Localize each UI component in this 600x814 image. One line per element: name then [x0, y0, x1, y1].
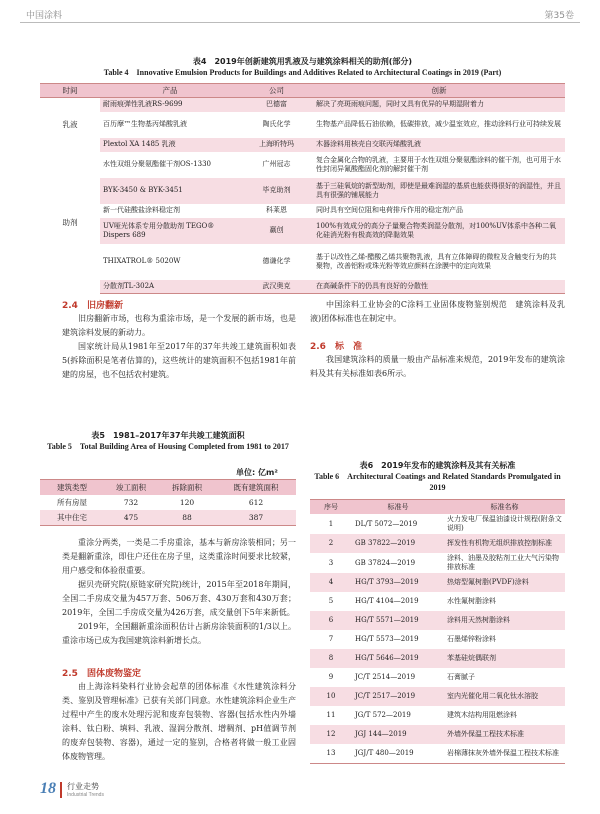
table-row: [310, 514, 565, 534]
table6-index: 12: [310, 725, 352, 744]
table6-name: 苯基硅烷偶联剂: [444, 649, 565, 668]
table5-title-en: Table 5 Total Building Area of Housing Completed from 1981 to 2017: [47, 442, 289, 451]
section-2-6-body: [310, 353, 565, 381]
table4-product: 新一代硅酸盐涂料稳定剂: [103, 206, 180, 214]
table4-note: 同时具有空间位阻和电荷排斥作用的稳定剂产品: [316, 206, 463, 214]
table6-header-cell: 标准号: [352, 500, 444, 515]
table6-index: 10: [310, 687, 352, 706]
page-number: 18: [40, 780, 56, 797]
table4-product: 分散剂TL-302A: [100, 280, 240, 294]
table5-caption: [40, 430, 296, 452]
table4-product: THIXATROL® 5020W: [103, 257, 181, 265]
table6-code: HG/T 5646—2019: [352, 649, 444, 668]
section-2-6-title: 2.6 标 准: [310, 342, 362, 352]
table6-code: HG/T 5571—2019: [352, 611, 444, 630]
table6-index: 8: [310, 649, 352, 668]
table6-name: 涂料、油墨及胶粘剂工业大气污染物排放标准: [447, 554, 559, 571]
table6-name: 水性氟树脂涂料: [447, 597, 496, 605]
table5-cell: 612: [248, 498, 264, 507]
table6-caption: [310, 460, 565, 493]
table-row: [310, 706, 565, 725]
table-row: [310, 592, 565, 611]
table4-group-label: 乳液: [40, 98, 100, 152]
table4-note: 100%有效成分的高分子量聚合物类润湿分散剂，对100%UV体系中各种二氧化硅消光粉有极高效的降黏效果: [313, 218, 565, 244]
table-row: [40, 204, 565, 218]
table4-header-cell: 产品: [100, 84, 240, 98]
section-2-4-body: [62, 312, 296, 382]
table6-index: 13: [310, 744, 352, 764]
table6-header-row: [310, 500, 565, 515]
table6-code: GB 37824—2019: [355, 558, 416, 567]
table-row: [310, 687, 565, 706]
table6-index: 3: [328, 558, 334, 567]
table4-note: 复合金属化合物的乳液，主要用于水性双组分聚氨酯涂料的催干剂，也可用于水性封闭异氰酸酯固化剂的解封催干剂: [316, 155, 561, 173]
table6-index: 1: [328, 519, 334, 528]
table6-header-cell: 标准名称: [444, 500, 565, 515]
running-header: [20, 6, 580, 23]
paragraph: 国家统计局从1981年至2017年的37年共竣工建筑面积如表5(拆除面积是笔者估算的)，这些统计的建筑面积不包括1981年前建的房屋，也不包括农村建筑。: [62, 342, 296, 379]
table5-header-row: [40, 480, 296, 496]
table-row: [310, 611, 565, 630]
table-row: [310, 668, 565, 687]
table4-header-cell: 时间: [40, 84, 100, 98]
table-row: [310, 630, 565, 649]
table4-company: 赢创: [240, 218, 313, 244]
table5: [40, 479, 296, 526]
table5-cell: 所有房屋: [57, 498, 87, 507]
table4-note: 生物基产品降低石油依赖，低碳排放，减少温室效应，推动涂料行业可持续发展: [316, 120, 561, 128]
table6-name: 涂料用天然树脂涂料: [444, 611, 565, 630]
table4-product: 耐雨痕弹性乳液RS-9699: [100, 98, 240, 112]
table6-title-en: Table 6 Architectural Coatings and Related Standards Promulgated in 2019: [314, 472, 561, 492]
table6-code: HG/T 5573—2019: [355, 635, 419, 643]
table6-index: 2: [310, 534, 352, 553]
table4-caption: [40, 56, 565, 78]
table6-index: 7: [328, 635, 334, 643]
table4: [40, 83, 565, 294]
table-row: [310, 744, 565, 764]
table6-index: 5: [328, 597, 334, 605]
table5-cell: 88: [158, 510, 216, 526]
paragraph: 旧房翻新市场，也称为重涂市场，是一个发展的新市场，也是建筑涂料发展的新动力。: [62, 314, 296, 337]
paragraph: 据贝壳研究院(原链家研究院)统计，2015年至2018年期间，全国二手房成交量为457万套、506万套、430万套和430万套；2019年，全国二手房成交量为426万套，成交量创下5年来新低。: [62, 580, 296, 617]
journal-name: 中国涂料: [26, 11, 63, 21]
table-row: [40, 152, 565, 178]
table6-header-cell: 序号: [310, 500, 352, 515]
table5-header-cell: 竣工面积: [104, 480, 158, 496]
table4-product: 百历摩™生物基丙烯酸乳液: [103, 120, 187, 128]
table-row: [310, 725, 565, 744]
table4-product: Plextol XA 1485 乳液: [100, 138, 240, 152]
table6-code: GB 37822—2019: [352, 534, 444, 553]
table6-name: 岩棉薄抹灰外墙外保温工程技术标准: [444, 744, 565, 764]
table6-name: 石膏腻子: [447, 673, 475, 681]
footer-section-cn: 行业走势: [67, 782, 99, 791]
table6-code: JGJ 144—2019: [352, 725, 444, 744]
table6-title-cn: 表6 2019年发布的建筑涂料及其有关标准: [359, 461, 516, 470]
table6-name: 建筑木结构用阻燃涂料: [447, 711, 517, 719]
table-row: [40, 280, 565, 294]
table4-product: BYK-3450 & BYK-3451: [100, 178, 240, 204]
table6-name: 石墨烯锌粉涂料: [447, 635, 496, 643]
table4-note: 解决了亮斑雨痕问题，同时又具有优异的早期湿附着力: [313, 98, 565, 112]
table-row: [310, 534, 565, 553]
table4-note: 在高碱条件下的仍具有良好的分散性: [313, 280, 565, 294]
table-row: [310, 649, 565, 668]
table4-title-cn: 表4 2019年创新建筑用乳液及与建筑涂料相关的助剂(部分): [192, 57, 413, 66]
table-row: [310, 553, 565, 573]
table5-title-cn: 表5 1981–2017年37年共竣工建筑面积: [91, 431, 245, 440]
table6-code: JG/T 572—2019: [355, 711, 411, 719]
table-row: [40, 98, 565, 112]
table6-name: 火力发电厂保温油漆设计规程(附条文说明): [447, 515, 562, 532]
table5-cell: 475: [104, 510, 158, 526]
table5-cell: 其中住宅: [40, 510, 104, 526]
table-row: [40, 112, 565, 138]
table6-name: 挥发性有机物无组织排放控制标准: [444, 534, 565, 553]
table6-code: JGJ/T 480—2019: [352, 744, 444, 764]
footer-section-en: Industrial Trends: [67, 792, 104, 798]
table-row: [40, 510, 296, 526]
section-2-4-title: 2.4 旧房翻新: [62, 301, 123, 311]
table4-note: 木器涂料用核壳自交联丙烯酸乳液: [313, 138, 565, 152]
table6: [310, 499, 565, 764]
table-row: [310, 573, 565, 592]
table6-name: 室内光催化用二氧化钛水溶胶: [444, 687, 565, 706]
table6-index: 4: [310, 573, 352, 592]
table4-company: 陶氏化学: [262, 120, 291, 128]
table5-header-cell: 拆除面积: [158, 480, 216, 496]
paragraph: 由上海涂料染料行业协会起草的团体标准《水性建筑涂料分类、鉴别及管理标准》已获有关部门同意。水性建筑涂料企业生产过程中产生的废水处理污泥和废弃包装物、容器(包括水性内外墙涂料、钛白粉、填料、乳液、湿润分散剂、增稠剂、pH值调节剂的废弃包装物、容器)，通过一定的鉴别，合格者将做一般工业固体废物管理。: [62, 682, 296, 761]
table4-header-cell: 创新: [313, 84, 565, 98]
table5-cell: 732: [123, 498, 139, 507]
table4-title-en: Table 4 Innovative Emulsion Products for Buildings and Additives Related to Architectural Coatings in 2019 (Part): [103, 68, 502, 77]
table4-company: 毕克助剂: [240, 178, 313, 204]
table-row: [40, 244, 565, 280]
table4-header-row: [40, 84, 565, 98]
table5-header-cell: 既有建筑面积: [216, 480, 296, 496]
table5-header-cell: 建筑类型: [40, 480, 104, 496]
volume-label: 第35卷: [544, 11, 574, 21]
table6-code: DL/T 5072—2019: [355, 519, 418, 528]
section-2-4-body-cont: [62, 536, 296, 648]
table4-product: 水性双组分聚氨酯催干剂OS-1330: [103, 160, 211, 168]
table4-company: 广州冠志: [262, 160, 291, 168]
paragraph: 我国建筑涂料的质量一般由产品标准来规范，2019年发布的建筑涂料及其有关标准如表6所示。: [310, 355, 565, 378]
table-row: [40, 178, 565, 204]
table5-cell: 120: [179, 498, 195, 507]
footer-divider: [60, 782, 62, 798]
paragraph: 重涂分两类，一类是二手房重涂，基本与新房涂装相同；另一类是翻新重涂，即住户还住在房子里，这类重涂时间要求比较紧，用户感受和体验很重要。: [62, 538, 296, 575]
section-2-5-body-cont: [310, 298, 565, 326]
table4-company: 科莱恩: [266, 206, 287, 214]
table5-cell: 387: [216, 510, 296, 526]
section-2-5-body-start: [62, 680, 296, 764]
table6-index: 11: [326, 711, 336, 719]
paragraph: 2019年，全国翻新重涂面积估计占新房涂装面积的1/3以上。重涂市场已成为我国建筑涂料新增长点。: [62, 622, 296, 645]
paragraph: 中国涂料工业协会的C涂料工业固体废物鉴别规范 建筑涂料及乳液)团体标准也在制定中。: [310, 300, 565, 323]
table4-group-label: 助剂: [40, 152, 100, 294]
table4-product: UV哑光体系专用分散助剂 TEGO® Dispers 689: [100, 218, 240, 244]
table6-index: 9: [328, 673, 334, 681]
table5-unit: 单位: 亿m²: [236, 468, 278, 477]
table-row: [40, 495, 296, 510]
table-row: [40, 138, 565, 152]
section-2-5-title: 2.5 固体废物鉴定: [62, 669, 141, 679]
table6-index: 6: [310, 611, 352, 630]
table6-name: 热熔型氟树脂(PVDF)涂料: [444, 573, 565, 592]
table6-code: JC/T 2517—2019: [352, 687, 444, 706]
table4-company: 上海昕特玛: [240, 138, 313, 152]
table4-note: 基于以改性乙烯-醋酸乙烯共聚物乳液，具有立体障碍的微粒及含触变行为的共聚物，改善铝粉或珠光粉等效应颜料在涂膜中的定向效果: [316, 252, 557, 270]
table6-code: HG/T 4104—2019: [355, 597, 419, 605]
table6-name: 外墙外保温工程技术标准: [444, 725, 565, 744]
table4-company: 巴德富: [240, 98, 313, 112]
table4-note: 基于三硅氧烷的新型助剂，即使是最难润湿的基质也能获得很好的润湿性，并且具有很强的铺展能力: [313, 178, 565, 204]
table4-company: 德谦化学: [262, 257, 291, 265]
table-row: [40, 218, 565, 244]
table6-code: HG/T 3793—2019: [352, 573, 444, 592]
table4-company: 武汉奥克: [240, 280, 313, 294]
table6-code: JC/T 2514—2019: [355, 673, 416, 681]
table4-header-cell: 公司: [240, 84, 313, 98]
